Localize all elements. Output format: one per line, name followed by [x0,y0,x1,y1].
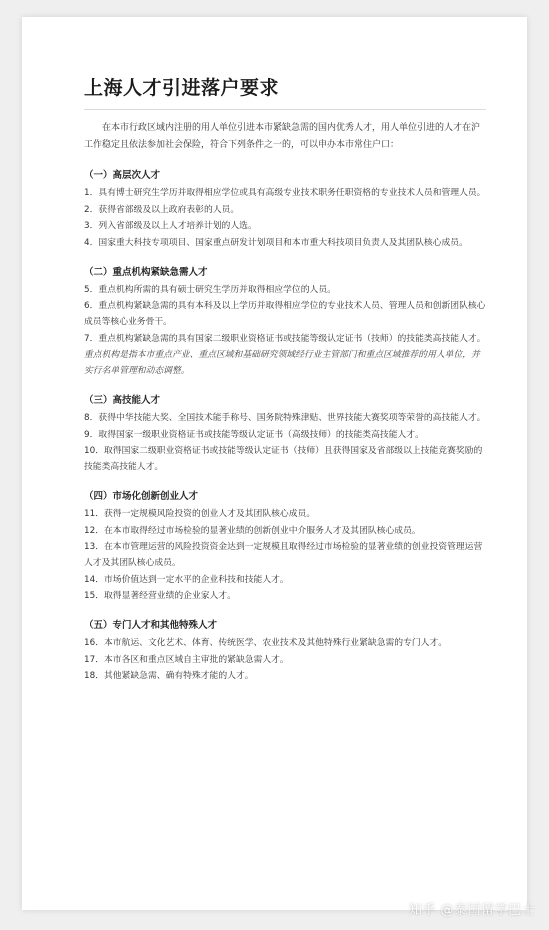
list-item: 16．本市航运、文化艺术、体育、传统医学、农业技术及其他特殊行业紧缺急需的专门人才。 [84,638,448,648]
list-item: 14．市场价值达到一定水平的企业科技和技能人才。 [84,574,289,585]
section-heading: （一）高层次人才 [84,170,161,181]
section-heading: （三）高技能人才 [84,395,161,406]
section-heading: （五）专门人才和其他特殊人才 [84,620,218,631]
page-title: 上海人才引进落户要求 [84,73,486,110]
watermark: 知乎 @泰国留学巴士 [408,903,535,918]
list-item: 2．获得省部级及以上政府表彰的人员。 [84,204,240,215]
section-high-skill-talent [84,392,486,475]
list-item: 3．列入省部级及以上人才培养计划的人选。 [84,221,257,231]
section-special-talent [84,617,486,684]
list-item: 4．国家重大科技专项项目、国家重点研发计划项目和本市重大科技项目负责人及其团队核心成员。 [84,237,468,248]
list-item: 9．取得国家一级职业资格证书或技能等级认定证书（高级技师）的技能类高技能人才。 [84,429,424,440]
list-item: 12．在本市取得经过市场检验的显著业绩的创新创业中介服务人才及其团队核心成员。 [84,525,421,536]
document-content [84,73,486,685]
list-item: 17．本市各区和重点区域自主审批的紧缺急需人才。 [84,654,289,665]
list-item: 18．其他紧缺急需、确有特殊才能的人才。 [84,671,254,681]
list-item: 6．重点机构紧缺急需的具有本科及以上学历并取得相应学位的专业技术人员、管理人员和创新团队核心成员等核心业务骨干。 [84,301,486,327]
list-item: 10．取得国家二级职业资格证书或技能等级认定证书（技师）且获得国家及省部级以上技能竞赛奖励的技能类高技能人才。 [84,446,483,472]
list-item: 7．重点机构紧缺急需的具有国家二级职业资格证书或技能等级认定证书（技师）的技能类高技能人才。 [84,333,486,344]
list-item: 15．取得显著经营业绩的企业家人才。 [84,591,236,601]
section-note: 重点机构是指本市重点产业、重点区域和基础研究领域经行业主管部门和重点区域推荐的用人单位，并实行名单管理和动态调整。 [84,350,480,376]
list-item: 13．在本市管理运营的风险投资资金达到一定规模且取得经过市场检验的显著业绩的创业投资管理运营人才及其团队核心成员。 [84,542,483,568]
list-item: 8．获得中华技能大奖、全国技术能手称号、国务院特殊津贴、世界技能大赛奖项等荣誉的高技能人才。 [84,413,486,423]
section-high-level-talent [84,167,486,251]
document-page [22,17,527,910]
list-item: 1．具有博士研究生学历并取得相应学位或具有高级专业技术职务任职资格的专业技术人员和管理人员。 [84,188,486,198]
list-item: 11．获得一定规模风险投资的创业人才及其团队核心成员。 [84,509,316,519]
list-item: 5．重点机构所需的具有硕士研究生学历并取得相应学位的人员。 [84,284,336,295]
section-heading: （四）市场化创新创业人才 [84,491,199,502]
section-heading: （二）重点机构紧缺急需人才 [84,266,208,278]
section-entrepreneur-talent [84,488,486,604]
intro-paragraph: 在本市行政区域内注册的用人单位引进本市紧缺急需的国内优秀人才，用人单位引进的人才在沪工作稳定且依法参加社会保险，符合下列条件之一的，可以申办本市常住户口： [84,123,481,150]
section-key-institution-talent [84,264,486,380]
